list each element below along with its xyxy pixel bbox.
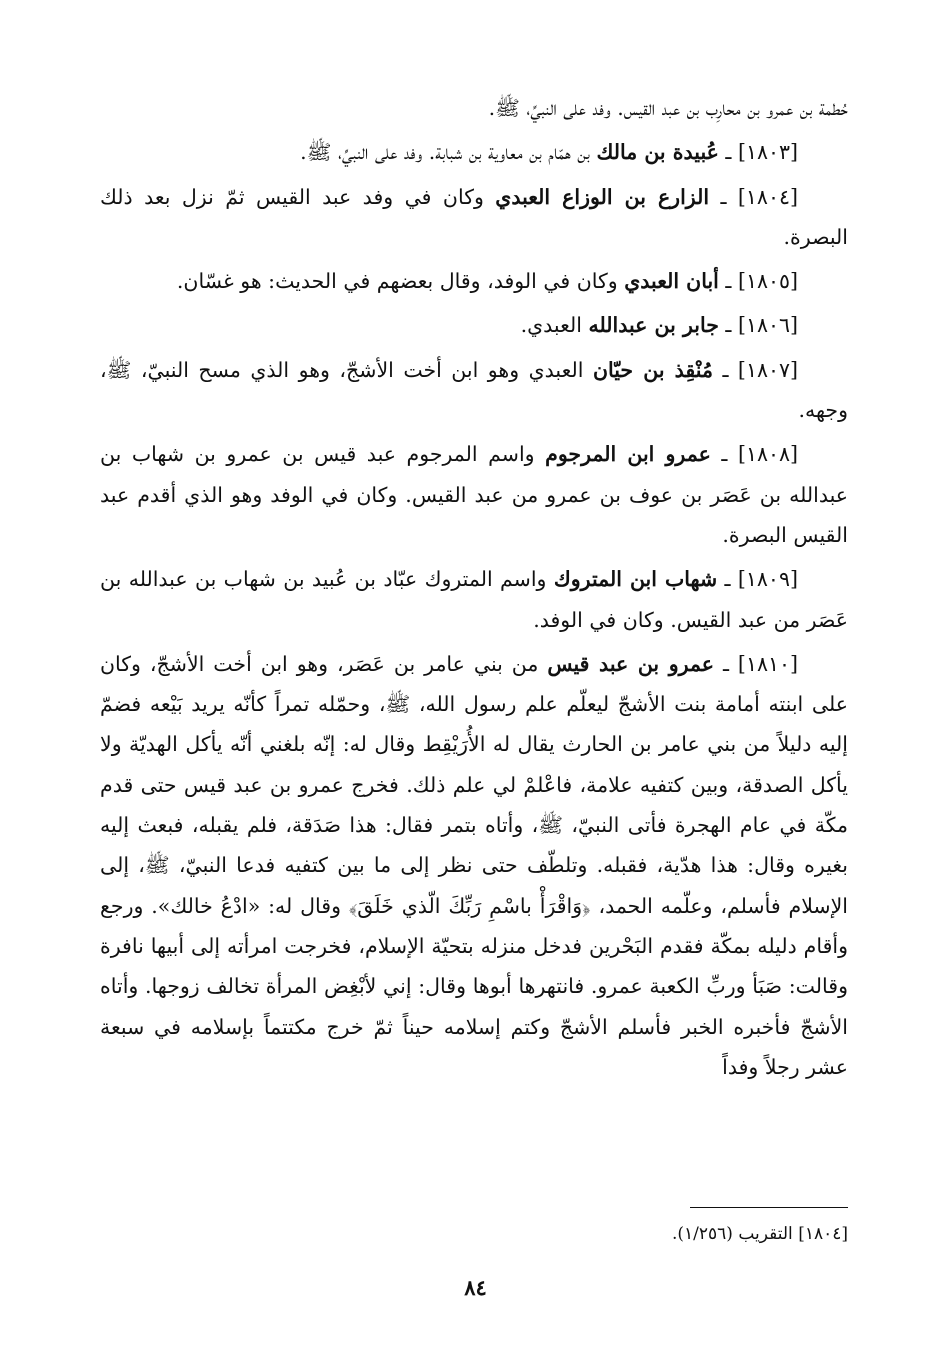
entry-text: من بني عامر بن عَصَر، وهو ابن أخت الأشجّ، وكان على ابنته أمامة بنت الأشجّ ليعلّم علم رسول الله، ﷺ، وحمّله تمراً كأنّه يريد بَيْعه فضمّ إليه دليلاً من بني عامر بن الحارث يقال له الأُرَيْقِط وقال له: إنّه بلغني أنّه يأكل الهديّة ولا يأكل الصدقة، وبين كتفيه علامة، فاعْلمْ لي علم ذلك. فخرج عمرو بن عبد قيس حتى قدم مكّة في عام الهجرة فأتى النبيّ، ﷺ، وأتاه بتمر فقال: هذا صَدَقة، فلم يقبله، فبعث إليه بغيره وقال: هذا هدّية، فقبله. وتلطّف حتى نظر إلى ما بين كتفيه فدعا النبيّ، ﷺ، إلى الإسلام فأسلم، وعلّمه الحمد، ﴿وَاقْرَأْ باسْمِ رَبِّكَ الّذي خَلَقَ﴾ وقال له: «ادْعُ خالك». ورجع وأقام دليله بمكّة فقدم البَحْرين فدخل منزله بتحيّة الإسلام، فخرجت امرأته إلى أبيها نافرة وقالت: صَبَأ وربِّ الكعبة عمرو. فانتهرها أبوها وقال: إني لأبْغِض المرأة تخالف زوجها. وأتاه الأشجّ فأخبره الخبر فأسلم الأشجّ وكتم إسلامه حيناً ثمّ خرج مكتتماً بإسلامه في سبعة عشر رجلاً وفداً bbox=[100, 651, 848, 1079]
entry-number: [١٨٠٩] ـ bbox=[724, 567, 798, 592]
entry-name: عمرو بن عبد قيس bbox=[547, 651, 714, 676]
entry-text: واسم المرجوم عبد قيس بن عمرو بن شهاب بن عبدالله بن عَصَر بن عوف بن عمرو من عبد القيس. وكان في الوفد وهو الذي أقدم عبد القيس البصرة. bbox=[100, 442, 848, 547]
entry-number: [١٨١٠] ـ bbox=[722, 651, 798, 676]
entry-name: الزارع بن الوزاع العبدي bbox=[495, 184, 710, 209]
entry-number: [١٨٠٦] ـ bbox=[725, 313, 798, 338]
entry-name: مُنْقِذ بن حيّان bbox=[592, 357, 713, 382]
entry-1803 bbox=[100, 132, 848, 172]
entry-1805 bbox=[100, 261, 848, 301]
entry-name: عُبيدة بن مالك bbox=[596, 140, 719, 165]
entry-1806 bbox=[100, 305, 848, 345]
entry-continuation bbox=[100, 88, 848, 128]
footnote bbox=[300, 1219, 848, 1249]
entry-number: [١٨٠٤] ـ bbox=[720, 184, 798, 209]
entry-1808 bbox=[100, 434, 848, 555]
entry-text: وكان في الوفد، وقال بعضهم في الحديث: هو غسّان. bbox=[176, 269, 618, 294]
entry-text: بن همّام بن معاوية بن شبابة. وفد على النبيِّ، ﷺ. bbox=[300, 140, 590, 165]
entry-1809 bbox=[100, 559, 848, 640]
entry-number: [١٨٠٥] ـ bbox=[725, 269, 798, 294]
entry-1810 bbox=[100, 644, 848, 1087]
footnote-divider bbox=[690, 1207, 848, 1208]
entry-name: جابر بن عبدالله bbox=[588, 313, 719, 338]
entry-name: أبان العبدي bbox=[624, 269, 719, 294]
entry-number: [١٨٠٧] ـ bbox=[722, 357, 798, 382]
entry-1804 bbox=[100, 177, 848, 258]
entry-text: العبدي. bbox=[520, 313, 582, 338]
entry-name: شهاب ابن المتروك bbox=[553, 567, 718, 592]
main-text bbox=[100, 88, 848, 1091]
entry-text: وكان في وفد عبد القيس ثمّ نزل بعد ذلك البصرة. bbox=[100, 184, 848, 249]
footnote-text: التقريب (١/٢٥٦). bbox=[671, 1224, 793, 1244]
entry-name: عمرو ابن المرجوم bbox=[545, 442, 711, 467]
entry-number: [١٨٠٣] ـ bbox=[725, 140, 798, 165]
page-number: ٨٤ bbox=[464, 1275, 487, 1300]
entry-text: العبدي وهو ابن أخت الأشجّ، وهو الذي مسح النبيّ، ﷺ، وجهه. bbox=[100, 357, 848, 423]
entry-number: [١٨٠٨] ـ bbox=[721, 442, 798, 467]
entry-1807 bbox=[100, 350, 848, 431]
entry-text: واسم المتروك عبّاد بن عُبيد بن شهاب بن عبدالله بن عَصَر من عبد القيس. وكان في الوفد. bbox=[100, 567, 848, 632]
entry-text: حُطمة بن عمرو بن محارِب بن عبد القيس. وفد على النبيِّ، ﷺ. bbox=[488, 96, 848, 120]
footnote-ref: [١٨٠٤] bbox=[798, 1224, 848, 1244]
